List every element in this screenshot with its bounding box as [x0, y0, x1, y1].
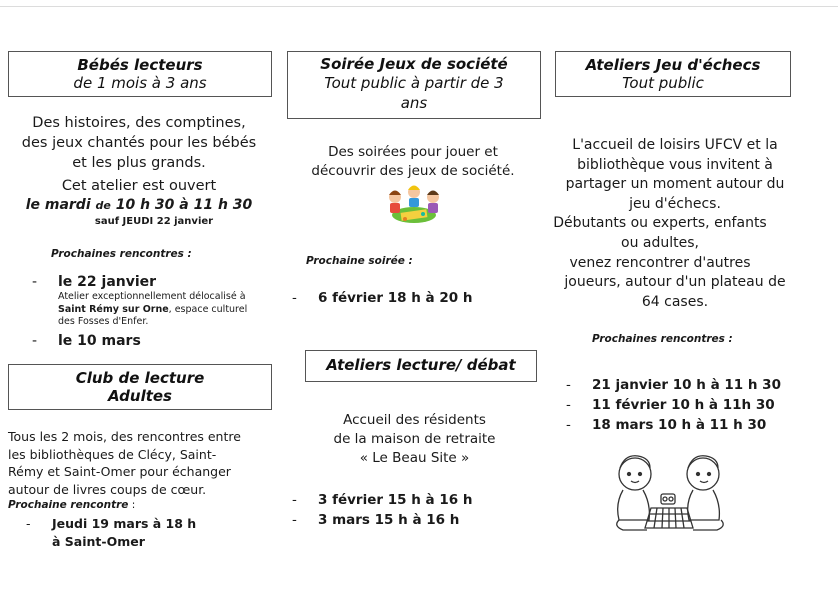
lecture-debat-dates [318, 490, 472, 530]
bebes-lecteurs-header-box [8, 51, 272, 97]
lecture-debat-desc-line-3: « Le Beau Site » [359, 450, 470, 466]
bebes-date-1-note [58, 291, 280, 329]
jeux-societe-audience-line-1: Tout public à partir de 3 [324, 74, 504, 92]
lecture-debat-description [287, 411, 542, 468]
club-date-line-2: à Saint-Omer [52, 534, 145, 549]
jeux-description [282, 143, 544, 181]
lecture-debat-date-1: - 3 février 15 h à 16 h [318, 490, 472, 510]
chess-kids-illustration [605, 450, 735, 540]
bebes-date-2: - le 10 mars [58, 333, 141, 349]
echecs-desc-line-4: jeu d'échecs. [629, 195, 721, 212]
bebes-date-1-note-line-3: des Fosses d'Enfer. [58, 316, 149, 327]
echecs-desc-line-9: 64 cases. [641, 293, 709, 310]
echecs-date-3: - 18 mars 10 h à 11 h 30 [592, 415, 781, 435]
bebes-schedule-line [0, 196, 278, 215]
jeux-societe-audience-line-2: ans [400, 94, 428, 112]
club-next [8, 499, 135, 511]
bebes-date-1-note-line-1: Atelier exceptionnellement délocalisé à [58, 291, 246, 302]
bebes-next-label: Prochaines rencontres : [51, 248, 192, 260]
bebes-date-1-note-line-2 [58, 304, 280, 317]
echecs-desc-line-2: bibliothèque vous invitent à [577, 156, 773, 173]
club-next-colon: : [128, 499, 136, 511]
echecs-desc-line-1: L'accueil de loisirs UFCV et la [572, 137, 778, 153]
jeux-next-label: Prochaine soirée : [306, 255, 413, 267]
bebes-open-line: Cet atelier est ouvert [61, 178, 217, 194]
lecture-debat-header-box [305, 350, 537, 382]
echecs-description [540, 136, 810, 312]
lecture-debat-desc-line-2: de la maison de retraite [333, 431, 496, 447]
bebes-desc-line-3: et les plus grands. [72, 155, 206, 171]
club-date-block [52, 515, 196, 551]
board-game-kids-illustration [385, 183, 443, 227]
bebes-schedule-time: 10 h 30 à 11 h 30 [115, 197, 253, 213]
bebes-lecteurs-age: de 1 mois à 3 ans [73, 74, 207, 92]
bebes-schedule-de: de [95, 199, 111, 212]
bebes-desc-line-1: Des histoires, des comptines, [32, 115, 246, 131]
echecs-desc-line-7: venez rencontrer d'autres [569, 254, 751, 271]
bebes-description [0, 113, 278, 173]
echecs-header-box [555, 51, 791, 97]
bebes-schedule-note: sauf JEUDI 22 janvier [94, 216, 214, 227]
club-description [8, 428, 278, 498]
echecs-title: Ateliers Jeu d'échecs [585, 56, 761, 74]
jeux-societe-title: Soirée Jeux de société [320, 55, 508, 73]
club-desc-line-4: autour de livres coups de cœur. [8, 481, 207, 497]
club-lecture-header-box [8, 364, 272, 410]
echecs-date-2: - 11 février 10 h à 11h 30 [592, 395, 781, 415]
lecture-debat-date-2: - 3 mars 15 h à 16 h [318, 510, 472, 530]
bebes-date-1-note-rest: , espace culturel [168, 303, 248, 315]
echecs-desc-line-6: ou adultes, [621, 234, 699, 251]
bebes-schedule-day: le mardi [25, 197, 91, 213]
club-desc-line-1: Tous les 2 mois, des rencontres entre [8, 429, 241, 444]
jeux-desc-line-2: découvrir des jeux de société. [311, 163, 515, 179]
lecture-debat-desc-line-1: Accueil des résidents [343, 412, 486, 428]
bebes-date-1: - le 22 janvier [58, 273, 280, 291]
club-lecture-title: Club de lecture [75, 369, 205, 387]
bebes-desc-line-2: des jeux chantés pour les bébés [21, 135, 257, 151]
bebes-date-1-block [58, 273, 280, 329]
jeux-desc-line-1: Des soirées pour jouer et [328, 144, 498, 160]
jeux-societe-header-box [287, 51, 541, 119]
club-date-line-1: - Jeudi 19 mars à 18 h [52, 515, 196, 533]
bebes-schedule [0, 176, 278, 229]
echecs-date-1: - 21 janvier 10 h à 11 h 30 [592, 375, 781, 395]
echecs-next-label: Prochaines rencontres : [592, 333, 733, 345]
club-desc-line-2: les bibliothèques de Clécy, Saint- [8, 446, 217, 462]
echecs-dates [592, 375, 781, 435]
club-desc-line-3: Rémy et Saint-Omer pour échanger [8, 464, 231, 479]
bebes-lecteurs-title: Bébés lecteurs [77, 56, 203, 74]
echecs-desc-line-8: joueurs, autour d'un plateau de [564, 274, 786, 291]
top-edge-line [0, 6, 838, 7]
lecture-debat-title: Ateliers lecture/ débat [326, 356, 516, 374]
bebes-date-1-place: Saint Rémy sur Orne [58, 303, 169, 315]
echecs-desc-line-5: Débutants ou experts, enfants [553, 215, 767, 232]
club-next-label: Prochaine rencontre [8, 499, 129, 511]
echecs-desc-line-3: partager un moment autour du [565, 176, 785, 193]
echecs-audience: Tout public [622, 74, 704, 92]
club-lecture-audience: Adultes [108, 387, 172, 405]
jeux-date-1: - 6 février 18 h à 20 h [318, 290, 472, 306]
